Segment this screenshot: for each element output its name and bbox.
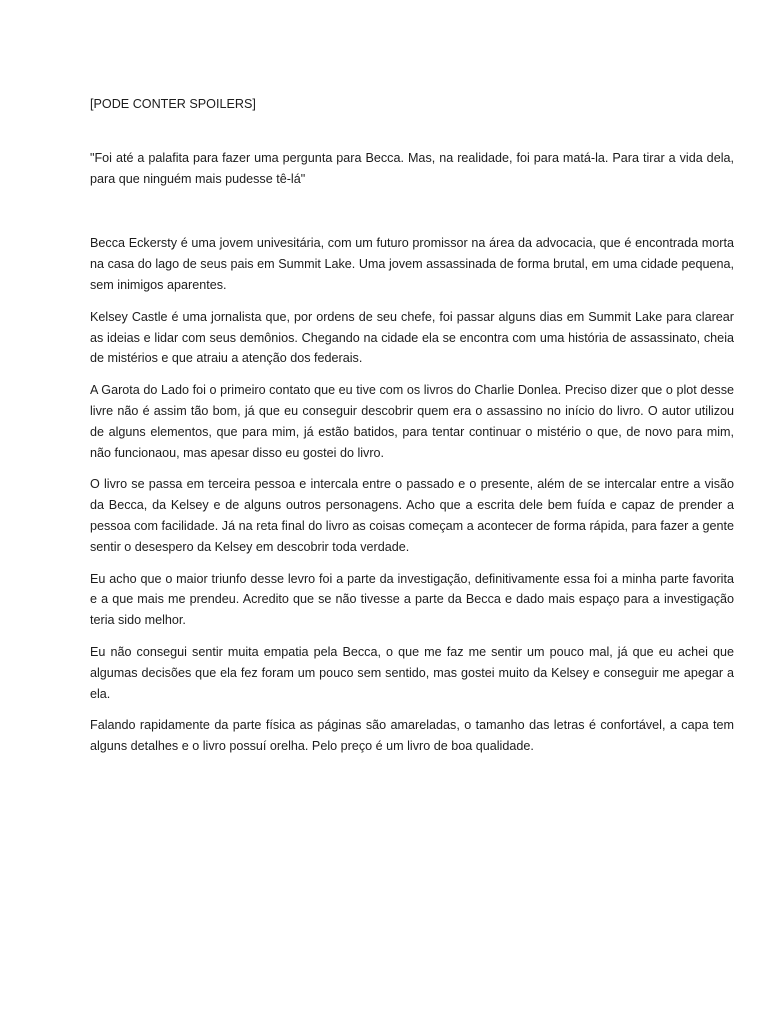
paragraph-characters: Eu não consegui sentir muita empatia pela Becca, o que me faz me sentir um pouco mal, já que eu achei que algumas decisões que ela fez foram um pouco sem sentido, mas gostei muito da Kelsey e conseguir me apegar a ela. <box>90 644 734 701</box>
paragraph-synopsis-kelsey: Kelsey Castle é uma jornalista que, por ordens de seu chefe, foi passar alguns dias em Summit Lake para clarear as ideias e lidar com seus demônios. Chegando na cidade ela se encontra com uma história de assassinato, cheia de mistérios e que atraiu a atenção dos federais. <box>90 309 734 366</box>
paragraph-investigation: Eu acho que o maior triunfo desse levro foi a parte da investigação, definitivamente essa foi a minha parte favorita e a que mais me prendeu. Acredito que se não tivesse a parte da Becca e dado mais espaço para a investigação teria sido melhor. <box>90 571 734 628</box>
paragraph-synopsis-becca: Becca Eckersty é uma jovem univesitária, com um futuro promissor na área da advocacia, que é encontrada morta na casa do lago de seus pais em Summit Lake. Uma jovem assassinada de forma brutal, em uma cidade pequena, sem inimigos aparentes. <box>90 236 734 292</box>
paragraph-first-impression: A Garota do Lado foi o primeiro contato que eu tive com os livros do Charlie Donlea. Preciso dizer que o plot desse livre não é assim tão bom, já que eu conseguir descobrir quem era o assassino no início do livro. O autor utilizou de alguns elementos, que para mim, já estão batidos, para tentar continuar o mistério o que, de novo para mim, não funcionaou, mas apesar disso eu gostei do livro. <box>90 383 734 460</box>
opening-quote: "Foi até a palafita para fazer uma pergunta para Becca. Mas, na realidade, foi para matá-la. Para tirar a vida dela, para que ninguém mais pudesse tê-lá" <box>90 150 734 186</box>
document-page <box>90 94 734 757</box>
spoiler-notice: [PODE CONTER SPOILERS] <box>90 97 256 111</box>
paragraph-physical-edition: Falando rapidamente da parte física as páginas são amareladas, o tamanho das letras é confortável, a capa tem alguns detalhes e o livro possuí orelha. Pelo preço é um livro de boa qualidade. <box>90 718 734 754</box>
paragraph-narrative-style: O livro se passa em terceira pessoa e intercala entre o passado e o presente, além de se intercalar entre a visão da Becca, da Kelsey e de alguns outros personagens. Acho que a escrita dele bem fuída e capaz de prender a pessoa com facilidade. Já na reta final do livro as coisas começam a acontecer de forma rápida, para fazer a gente sentir o desespero da Kelsey em descobrir toda verdade. <box>90 477 734 554</box>
